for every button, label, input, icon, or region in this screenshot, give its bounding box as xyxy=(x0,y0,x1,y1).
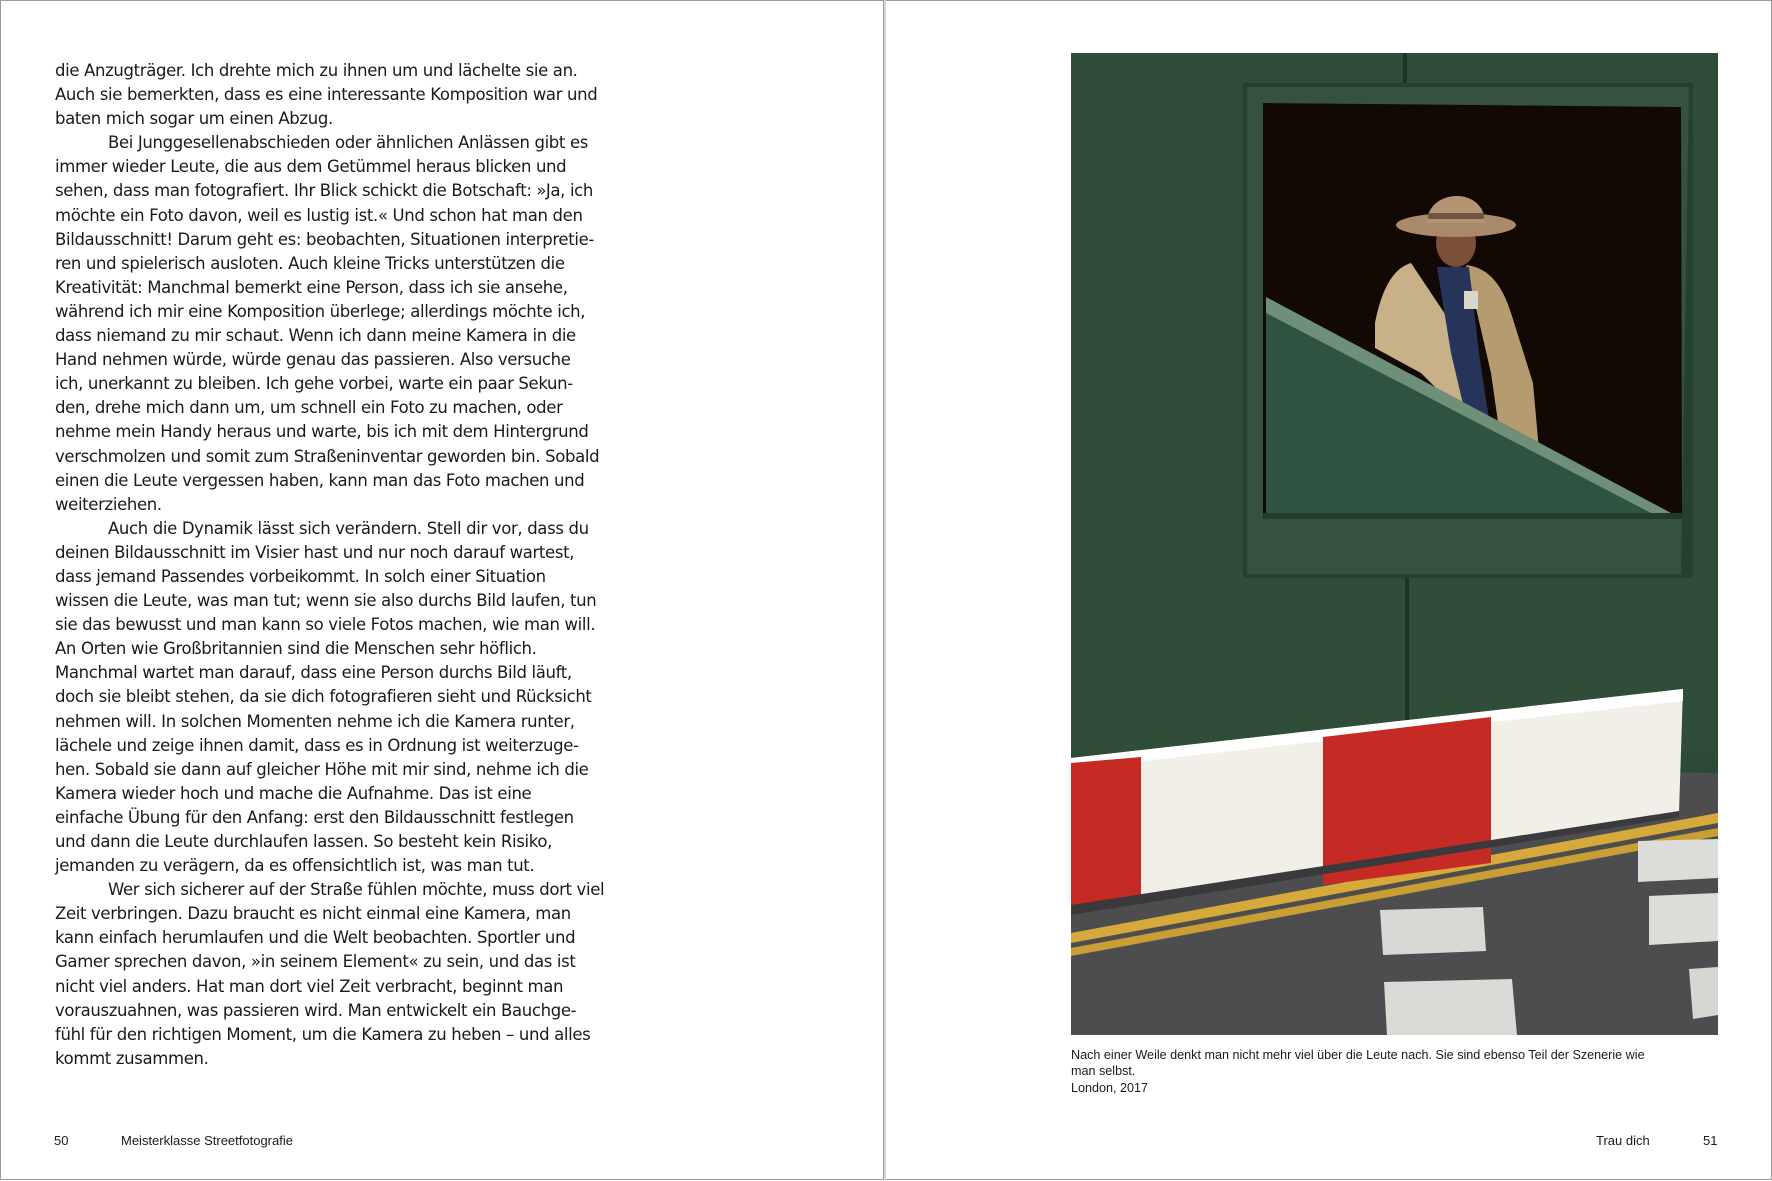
body-line: doch sie bleibt stehen, da sie dich fotografieren sieht und Rücksicht xyxy=(55,687,592,707)
running-title-right: Trau dich xyxy=(1596,1133,1650,1148)
body-line: Manchmal wartet man darauf, dass eine Person durchs Bild läuft, xyxy=(55,663,572,683)
body-line: Auch die Dynamik lässt sich verändern. Stell dir vor, dass du xyxy=(108,518,589,538)
page-number-left: 50 xyxy=(54,1133,69,1148)
body-line: nicht viel anders. Hat man dort viel Zeit verbracht, beginnt man xyxy=(55,976,564,996)
body-line: fühl für den richtigen Moment, um die Kamera zu heben – und alles xyxy=(55,1024,591,1044)
body-line: An Orten wie Großbritannien sind die Menschen sehr höflich. xyxy=(55,639,537,659)
body-line: Wer sich sicherer auf der Straße fühlen möchte, muss dort viel xyxy=(108,880,605,900)
body-line: möchte ein Foto davon, weil es lustig ist.« Und schon hat man den xyxy=(55,205,583,225)
body-line: deinen Bildausschnitt im Visier hast und nur noch darauf wartest, xyxy=(55,542,575,562)
road-mark-2 xyxy=(1649,893,1718,945)
barrier-red-1 xyxy=(1071,757,1141,909)
body-line: ren und spielerisch ausloten. Auch kleine Tricks unterstützen die xyxy=(55,253,565,273)
body-line: baten mich sogar um einen Abzug. xyxy=(55,109,333,129)
road-mark-4 xyxy=(1384,979,1517,1035)
body-line: und dann die Leute durchlaufen lassen. So besteht kein Risiko, xyxy=(55,832,552,851)
wall-seam-top xyxy=(1403,53,1407,85)
body-line: Auch sie bemerkten, dass es eine interessante Komposition war und xyxy=(55,85,598,105)
body-line: immer wieder Leute, die aus dem Getümmel heraus blicken und xyxy=(55,157,567,177)
man-badge xyxy=(1464,291,1478,309)
body-line: die Anzugträger. Ich drehte mich zu ihnen um und lächelte sie an. xyxy=(55,61,578,80)
body-line: einen die Leute vergessen haben, kann man das Foto machen und xyxy=(55,470,585,490)
caption-line: man selbst. xyxy=(1071,1064,1136,1079)
road-mark-5 xyxy=(1689,967,1718,1019)
body-line: sehen, dass man fotografiert. Ihr Blick schickt die Botschaft: »Ja, ich xyxy=(55,181,594,201)
body-line: während ich mir eine Komposition überlege; allerdings möchte ich, xyxy=(55,301,586,321)
road-mark-1 xyxy=(1638,839,1718,882)
body-line: wissen die Leute, was man tut; wenn sie also durchs Bild laufen, tun xyxy=(55,591,597,611)
left-page xyxy=(0,0,884,1180)
body-text xyxy=(55,59,615,1071)
road-mark-3 xyxy=(1380,907,1486,955)
body-line: hen. Sobald sie dann auf gleicher Höhe mit mir sind, nehme ich die xyxy=(55,759,589,779)
body-line: verschmolzen und somit zum Straßeninventar geworden bin. Sobald xyxy=(55,446,600,466)
body-line: kann einfach herumlaufen und die Welt beobachten. Sportler und xyxy=(55,928,576,948)
body-line: weiterziehen. xyxy=(55,494,162,514)
body-line: Bildausschnitt! Darum geht es: beobachten, Situationen interpretie- xyxy=(55,229,594,249)
body-line: Bei Junggesellenabschieden oder ähnlichen Anlässen gibt es xyxy=(108,133,588,153)
body-line: Kreativität: Manchmal bemerkt eine Person, dass ich sie ansehe, xyxy=(55,277,568,297)
page-number-right: 51 xyxy=(1703,1133,1718,1148)
body-line: jemanden zu verägern, da es offensichtlich ist, was man tut. xyxy=(55,856,535,876)
body-line: sie das bewusst und man kann so viele Fotos machen, wie man will. xyxy=(55,615,596,635)
body-line: Gamer sprechen davon, »in seinem Element« zu sein, und das ist xyxy=(55,952,576,972)
hat-band xyxy=(1428,213,1484,219)
body-line: kommt zusammen. xyxy=(55,1048,209,1068)
body-line: den, drehe mich dann um, um schnell ein Foto zu machen, oder xyxy=(55,398,563,418)
body-line: Hand nehmen würde, würde genau das passieren. Also versuche xyxy=(55,350,571,370)
caption-line: London, 2017 xyxy=(1071,1080,1149,1095)
street-photo xyxy=(1071,53,1718,1035)
body-line: vorauszuahnen, was passieren wird. Man entwickelt ein Bauchge- xyxy=(55,1000,577,1020)
body-line: Zeit verbringen. Dazu braucht es nicht einmal eine Kamera, man xyxy=(55,904,571,924)
photo-illustration xyxy=(1071,53,1718,1035)
body-line: einfache Übung für den Anfang: erst den Bildausschnitt festlegen xyxy=(55,807,574,827)
body-line: dass niemand zu mir schaut. Wenn ich dann meine Kamera in die xyxy=(55,326,576,346)
body-line: lächele und zeige ihnen damit, dass es in Ordnung ist weiterzuge- xyxy=(55,735,579,755)
running-title-left: Meisterklasse Streetfotografie xyxy=(121,1133,293,1148)
body-line: Kamera wieder hoch und mache die Aufnahme. Das ist eine xyxy=(55,783,532,803)
window-sill xyxy=(1263,513,1683,519)
body-line: ich, unerkannt zu bleiben. Ich gehe vorbei, warte ein paar Sekun- xyxy=(55,374,573,394)
body-line: dass jemand Passendes vorbeikommt. In solch einer Situation xyxy=(55,566,546,586)
body-line: nehmen will. In solchen Momenten nehme ich die Kamera runter, xyxy=(55,711,575,731)
body-line: nehme mein Handy heraus und warte, bis ich mit dem Hintergrund xyxy=(55,422,589,442)
caption-line: Nach einer Weile denkt man nicht mehr viel über die Leute nach. Sie sind ebenso Teil der Szenerie wie xyxy=(1071,1048,1645,1062)
photo-caption xyxy=(1071,1047,1711,1096)
